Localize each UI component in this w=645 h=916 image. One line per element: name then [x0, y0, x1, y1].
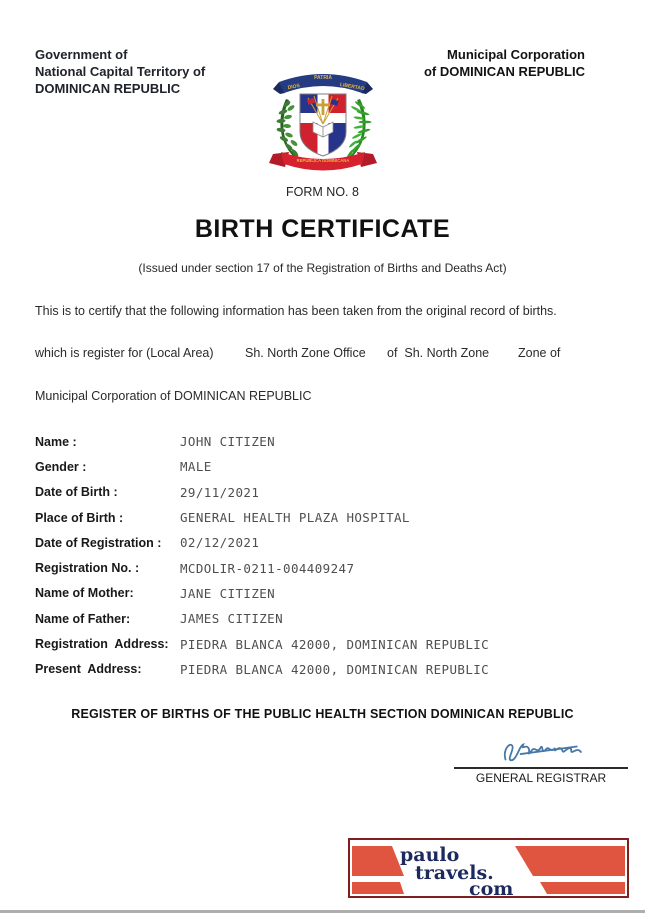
field-label: Place of Birth :: [35, 510, 124, 525]
field-label: Name of Father:: [35, 611, 131, 626]
header-right-line2: of DOMINICAN REPUBLIC: [423, 63, 585, 79]
field-row-present-address: [35, 657, 610, 682]
field-label: Name of Mother:: [35, 586, 134, 601]
corporation-statement: Municipal Corporation of DOMINICAN REPUBLIC: [35, 389, 312, 403]
registrar-title: GENERAL REGISTRAR: [475, 771, 607, 785]
register-statement-intro: which is register for (Local Area): [35, 346, 214, 360]
register-zone-value: of Sh. North Zone: [387, 346, 490, 360]
field-value: 29/11/2021: [180, 484, 260, 500]
field-value: JANE CITIZEN: [180, 585, 276, 601]
crest-motto-dios: DIOS: [286, 82, 300, 92]
certificate-title: BIRTH CERTIFICATE: [194, 215, 451, 243]
header-left-line3: DOMINICAN REPUBLIC: [35, 80, 181, 96]
field-label: Present Address:: [35, 662, 142, 677]
palm-branch: [345, 99, 371, 159]
form-number: FORM NO. 8: [286, 185, 359, 199]
field-value: MCDOLIR-0211-004409247: [180, 560, 355, 576]
dominican-coat-of-arms-icon: [263, 62, 383, 176]
registrar-signature: [500, 737, 596, 767]
laurel-branch: [276, 99, 299, 158]
header-right-line1: Municipal Corporation: [447, 47, 585, 62]
crest-motto-libertad: LIBERTAD: [338, 81, 365, 93]
field-row-registration-no: [35, 555, 610, 580]
field-row-gender: [35, 454, 610, 479]
field-value: MALE: [180, 459, 212, 475]
register-zone-of: Zone of: [518, 346, 561, 360]
signature-line: [454, 767, 628, 769]
field-value: PIEDRA BLANCA 42000, DOMINICAN REPUBLIC: [180, 636, 490, 652]
crest-motto-patria: PATRIA: [313, 75, 332, 81]
field-row-place-of-birth: [35, 505, 610, 530]
header-left-line1: Government of: [35, 47, 128, 62]
field-value: PIEDRA BLANCA 42000, DOMINICAN REPUBLIC: [180, 661, 490, 677]
header-left-line2: National Capital Territory of: [35, 63, 206, 79]
certificate-fields: [35, 429, 610, 682]
shield: [300, 94, 346, 158]
field-label: Date of Birth :: [35, 485, 118, 500]
logo-word-paulo: paulo: [400, 844, 460, 866]
field-value: JAMES CITIZEN: [180, 611, 284, 627]
paulo-travels-watermark: [348, 838, 629, 898]
field-label: Date of Registration :: [35, 535, 162, 550]
field-label: Gender :: [35, 459, 87, 474]
logo-word-com: com: [469, 878, 514, 896]
crest-motto-bottom: REPÚBLICA DOMINICANA: [296, 158, 349, 163]
field-value: GENERAL HEALTH PLAZA HOSPITAL: [180, 510, 410, 526]
field-row-date-of-registration: [35, 530, 610, 555]
field-row-father-name: [35, 606, 610, 631]
field-value: 02/12/2021: [180, 535, 260, 551]
field-value: JOHN CITIZEN: [180, 434, 276, 450]
field-label: Registration No. :: [35, 561, 140, 576]
field-row-registration-address: [35, 631, 610, 656]
logo-word-travels: travels.: [415, 862, 494, 884]
register-office-value: Sh. North Zone Office: [245, 346, 366, 360]
field-row-date-of-birth: [35, 480, 610, 505]
certify-statement: This is to certify that the following information has been taken from the original record of births.: [35, 304, 557, 318]
field-row-mother-name: [35, 581, 610, 606]
page-bottom-edge: [0, 910, 645, 913]
issuing-authority-left: [35, 47, 205, 98]
issuing-authority-right: [424, 47, 585, 81]
field-label: Name :: [35, 434, 77, 449]
certificate-subtitle: (Issued under section 17 of the Registration of Births and Deaths Act): [138, 261, 507, 275]
register-statement: [35, 346, 610, 362]
field-row-name: [35, 429, 610, 454]
register-of-births-heading: REGISTER OF BIRTHS OF THE PUBLIC HEALTH SECTION DOMINICAN REPUBLIC: [71, 707, 574, 721]
field-label: Registration Address:: [35, 637, 169, 652]
